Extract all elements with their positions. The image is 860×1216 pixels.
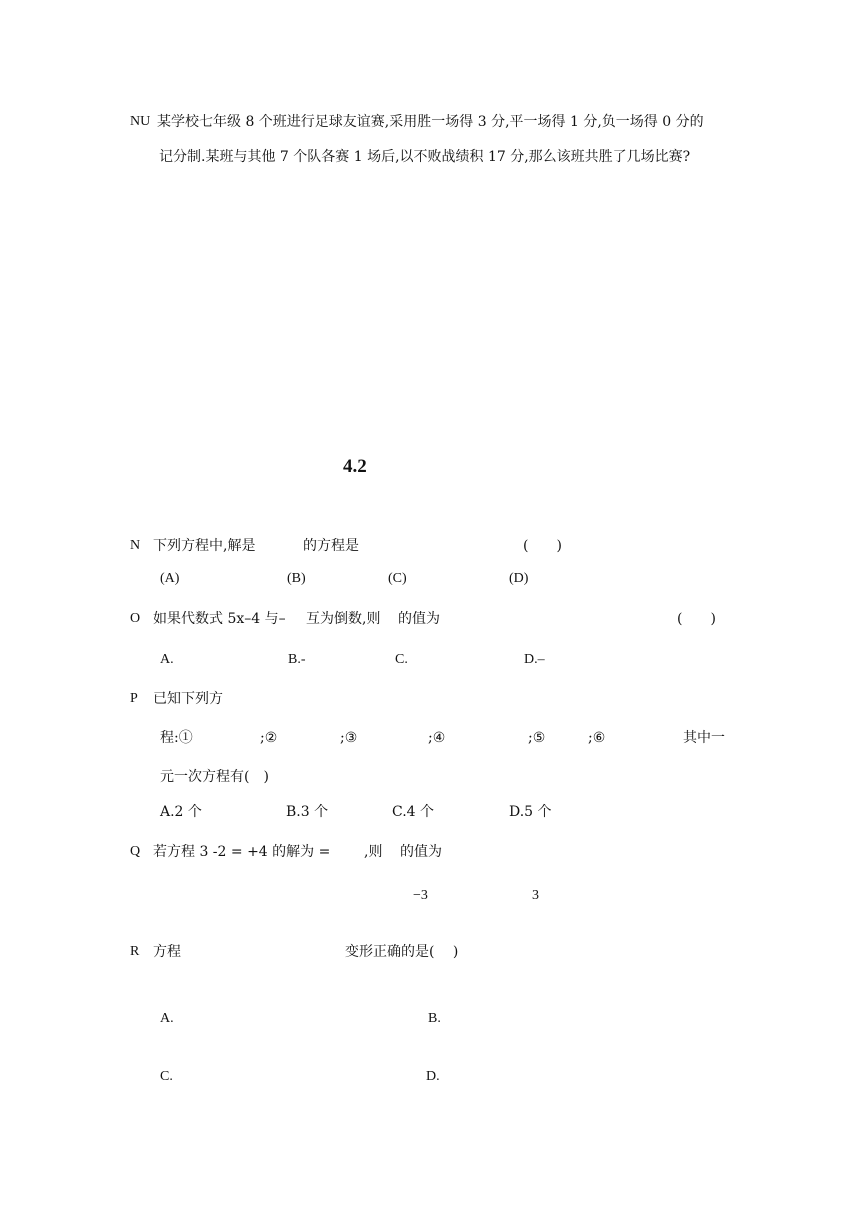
q3-equations-start: 程:① [160, 730, 193, 746]
q3-mark-2: ;② [260, 730, 278, 746]
q4-stem-a: 若方程 3 -2 = +4 的解为 = [153, 844, 331, 860]
q2-answer-paren: ( ) [677, 611, 716, 627]
q2-number: O [130, 611, 141, 626]
q5-option-b: B. [428, 1011, 441, 1026]
q1-option-d: (D) [509, 571, 529, 586]
q3-stem-line3: 元一次方程有( ) [160, 769, 269, 785]
q5-option-c: C. [160, 1069, 173, 1084]
q1-number: N [130, 538, 141, 553]
q4-value-positive: 3 [532, 888, 539, 903]
q2-stem-b: 互为倒数,则 [306, 611, 381, 627]
q5-stem-b: 变形正确的是( ) [345, 944, 459, 960]
q2-option-d: D.– [524, 652, 545, 667]
q1-stem-a: 下列方程中,解是 [153, 538, 256, 554]
q1-option-b: (B) [287, 571, 306, 586]
q5-option-a: A. [160, 1011, 174, 1026]
q3-mark-4: ;④ [428, 730, 446, 746]
q3-mark-6: ;⑥ [588, 730, 606, 746]
q2-option-b: B.- [288, 652, 306, 667]
q3-mark-5: ;⑤ [528, 730, 546, 746]
q3-option-d: D.5 个 [509, 804, 552, 820]
q3-mark-3: ;③ [340, 730, 358, 746]
section-title: 4.2 [343, 456, 367, 477]
q3-number: P [130, 691, 138, 706]
q2-stem-c: 的值为 [398, 611, 440, 627]
q4-value-negative: −3 [413, 888, 428, 903]
q4-stem-b: ,则 [364, 844, 383, 860]
q3-option-a: A.2 个 [160, 804, 202, 820]
q2-option-c: C. [395, 652, 408, 667]
problem-number: NU [130, 114, 151, 129]
q3-option-b: B.3 个 [286, 804, 329, 820]
q3-option-c: C.4 个 [392, 804, 435, 820]
q5-option-d: D. [426, 1069, 440, 1084]
q3-stem: 已知下列方 [153, 691, 223, 707]
problem-text-line2: 记分制.某班与其他 7 个队各赛 1 场后,以不败战绩积 17 分,那么该班共胜了几场比赛? [159, 149, 691, 165]
q1-option-c: (C) [388, 571, 407, 586]
q4-number: Q [130, 844, 141, 859]
q2-option-a: A. [160, 652, 174, 667]
q1-stem-b: 的方程是 [303, 538, 359, 554]
problem-text-line1: 某学校七年级 8 个班进行足球友谊赛,采用胜一场得 3 分,平一场得 1 分,负一场得 0 分的 [157, 114, 704, 130]
q3-equations-end: 其中一 [683, 730, 725, 746]
q1-answer-paren: ( ) [523, 538, 562, 554]
q4-stem-c: 的值为 [400, 844, 442, 860]
q5-number: R [130, 944, 140, 959]
q2-stem-a: 如果代数式 5x–4 与– [153, 611, 286, 627]
q5-stem-a: 方程 [153, 944, 181, 960]
q1-option-a: (A) [160, 571, 180, 586]
